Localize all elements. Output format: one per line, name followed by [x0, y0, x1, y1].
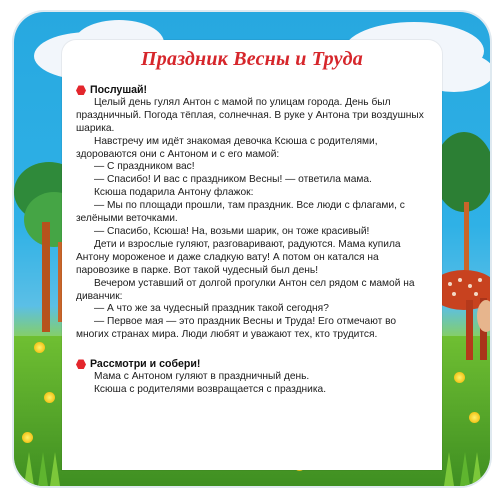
caption-line: Мама с Антоном гуляют в праздничный день.	[94, 370, 310, 382]
grass-blade	[472, 452, 482, 486]
grass-blade	[460, 452, 470, 486]
dandelion	[22, 432, 33, 443]
paragraph: Вечером уставший от долгой прогулки Антон сел рядом с мамой на диванчик:	[76, 277, 415, 302]
grass-blade	[38, 452, 48, 486]
paragraph: — Первое мая — это праздник Весны и Труда! Его отмечают во многих странах мира. Люди любят и уважают тех, кто трудится.	[76, 316, 397, 341]
hexagon-bullet-icon	[76, 359, 86, 369]
dandelion	[44, 392, 55, 403]
tree-trunk	[42, 222, 50, 332]
caption-line: Ксюша с родителями возвращается с праздника.	[94, 383, 327, 395]
grass-blade	[24, 452, 34, 486]
grass-blade	[50, 452, 60, 486]
paragraph: Ксюша подарила Антону флажок:	[94, 187, 254, 199]
dandelion	[34, 342, 45, 353]
tree-crown	[434, 132, 490, 212]
paragraph: Дети и взрослые гуляют, разговаривают, радуются. Мама купила Антону мороженое и даже сладкую вату! А потом он катался на паровозике в парке. Вот такой чудесный был день!	[76, 238, 401, 276]
section-look-and-assemble	[76, 358, 430, 397]
grass-blade	[444, 452, 454, 486]
paragraph: — С праздником вас!	[94, 161, 195, 173]
text-panel	[62, 40, 442, 470]
section-heading-text: Послушай!	[90, 84, 148, 96]
section-heading	[76, 358, 430, 371]
paragraph: — Спасибо, Ксюша! На, возьми шарик, он тоже красивый!	[94, 225, 370, 237]
paragraph: — Мы по площади прошли, там праздник. Все люди с флагами, с зелёными веточками.	[76, 200, 405, 225]
page-title: Праздник Весны и Труда	[141, 48, 363, 70]
paragraph: — А что же за чудесный праздник такой сегодня?	[94, 303, 329, 315]
hexagon-bullet-icon	[76, 85, 86, 95]
paragraph: Навстречу им идёт знакомая девочка Ксюша с родителями, здороваются они с Антоном и с его мамой:	[76, 135, 378, 160]
section-listen	[76, 84, 430, 342]
section-heading-text: Рассмотри и собери!	[90, 358, 201, 370]
paragraph: — Спасибо! И вас с праздником Весны! — ответила мама.	[94, 174, 372, 186]
dandelion	[469, 412, 480, 423]
paragraph: Целый день гулял Антон с мамой по улицам города. День был праздничный. Погода тёплая, солнечная. В руке у Антона три воздушных шарика.	[76, 96, 424, 134]
section-heading	[76, 84, 430, 97]
dandelion	[454, 372, 465, 383]
